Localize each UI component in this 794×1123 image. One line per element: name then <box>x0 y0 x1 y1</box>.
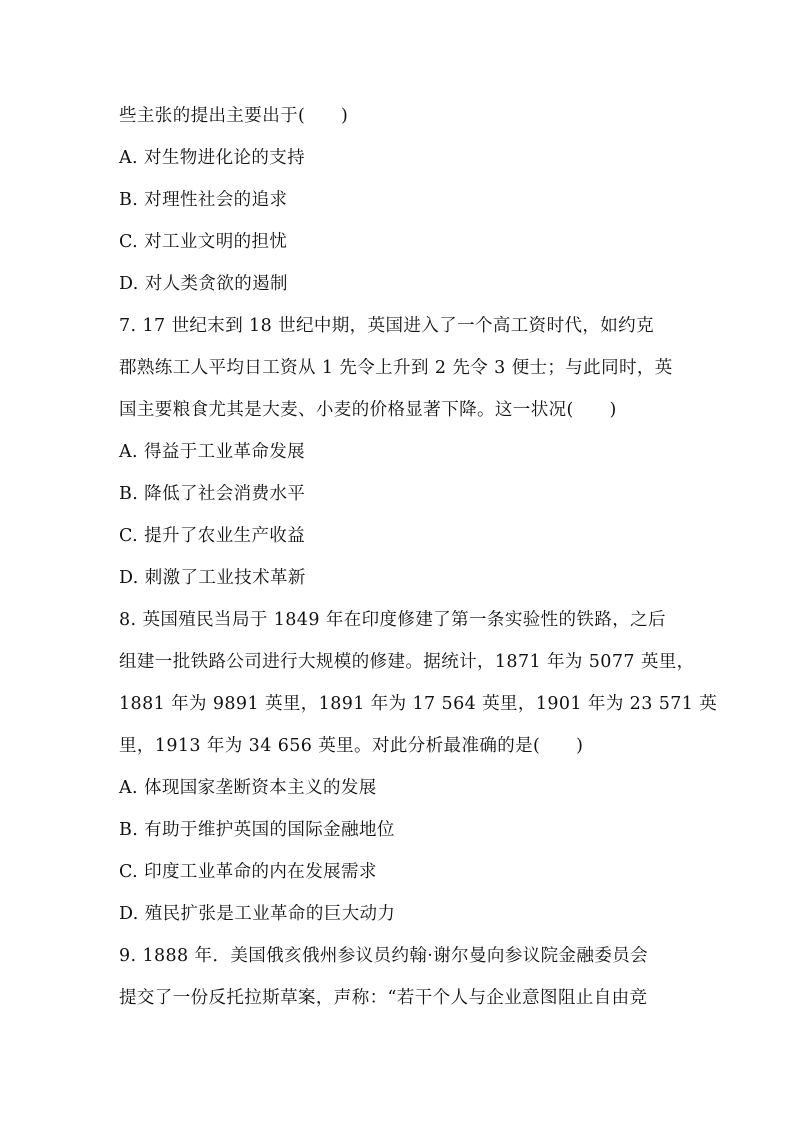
q8-option-b: B. 有助于维护英国的国际金融地位 <box>119 820 395 840</box>
question-6-stem-end: 些主张的提出主要出于( ) <box>119 106 349 126</box>
question-7-line-3: 国主要粮食尤其是大麦、小麦的价格显著下降。这一状况( ) <box>119 400 617 420</box>
question-8-line-4: 里，1913 年为 34 656 英里。对此分析最准确的是( ) <box>119 736 584 756</box>
q6-option-a: A. 对生物进化论的支持 <box>119 148 306 168</box>
question-7-line-2: 郡熟练工人平均日工资从 1 先令上升到 2 先令 3 便士；与此同时，英 <box>119 358 673 378</box>
q7-option-b: B. 降低了社会消费水平 <box>119 484 306 504</box>
q7-option-d: D. 刺激了工业技术革新 <box>119 568 306 588</box>
question-8-line-2: 组建一批铁路公司进行大规模的修建。据统计，1871 年为 5077 英里， <box>119 652 695 672</box>
q6-option-b: B. 对理性社会的追求 <box>119 190 288 210</box>
q7-option-a: A. 得益于工业革命发展 <box>119 442 306 462</box>
question-9-line-2: 提交了一份反托拉斯草案，声称：“若干个人与企业意图阻止自由竞 <box>119 988 648 1008</box>
q8-option-d: D. 殖民扩张是工业革命的巨大动力 <box>119 904 396 924</box>
q6-option-c: C. 对工业文明的担忧 <box>119 232 288 252</box>
q8-option-c: C. 印度工业革命的内在发展需求 <box>119 862 377 882</box>
question-7-line-1: 7. 17 世纪末到 18 世纪中期，英国进入了一个高工资时代，如约克 <box>119 316 654 336</box>
question-9-line-1: 9. 1888 年．美国俄亥俄州参议员约翰·谢尔曼向参议院金融委员会 <box>119 946 649 966</box>
q7-option-c: C. 提升了农业生产收益 <box>119 526 306 546</box>
q6-option-d: D. 对人类贪欲的遏制 <box>119 274 288 294</box>
q8-option-a: A. 体现国家垄断资本主义的发展 <box>119 778 377 798</box>
question-8-line-3: 1881 年为 9891 英里，1891 年为 17 564 英里，1901 年为 23 571 英 <box>119 694 718 714</box>
question-8-line-1: 8. 英国殖民当局于 1849 年在印度修建了第一条实验性的铁路，之后 <box>119 610 666 630</box>
